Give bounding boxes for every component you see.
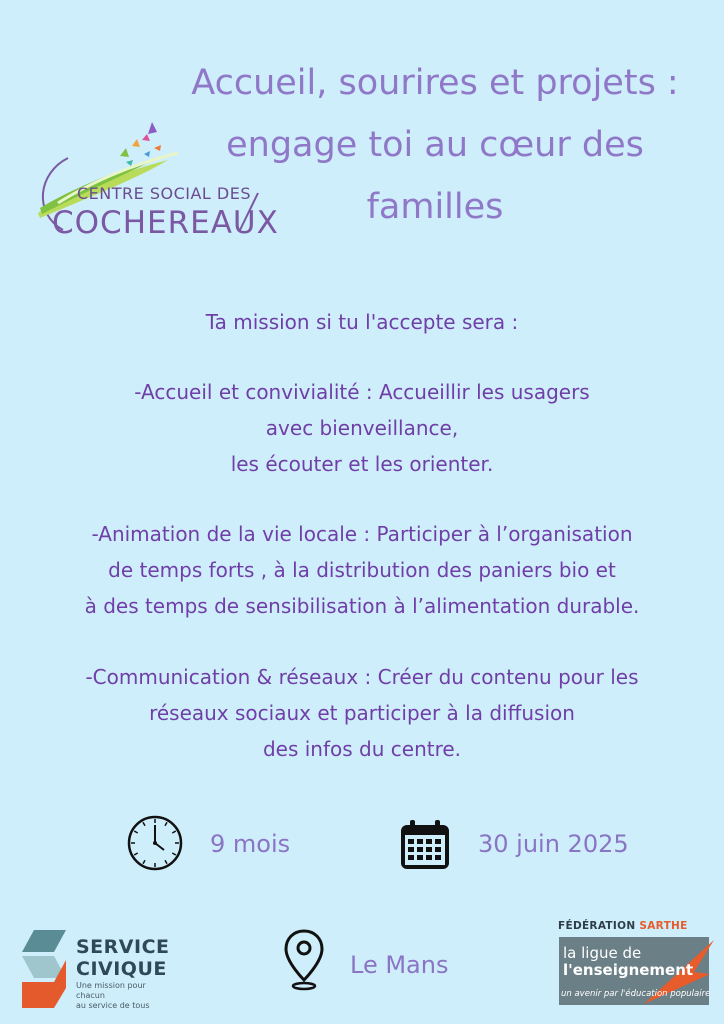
- ligue-tagline: un avenir par l'éducation populaire: [561, 989, 711, 999]
- mission-item-animation: [30, 516, 694, 624]
- calendar-icon: [398, 818, 452, 872]
- mission-item-accueil: [30, 374, 694, 482]
- service-civique-title: [76, 936, 170, 980]
- logo-text-main: COCHEREAUX: [52, 205, 279, 241]
- mission-item-line: à des temps de sensibilisation à l’alimentation durable.: [84, 594, 640, 618]
- mission-item-line: réseaux sociaux et participer à la diffusion: [149, 701, 575, 725]
- mission-item-line: des infos du centre.: [262, 737, 462, 761]
- page-title: [170, 52, 700, 238]
- service-civique-line1: SERVICE: [76, 936, 170, 958]
- map-pin-icon: [283, 928, 325, 992]
- ligue-federation-word: FÉDÉRATION: [558, 920, 636, 932]
- date-text: 30 juin 2025: [478, 830, 629, 858]
- clock-icon: [126, 814, 184, 872]
- duration-text: 9 mois: [210, 830, 291, 858]
- service-civique-logo-icon: [20, 930, 72, 1010]
- mission-item-line: avec bienveillance,: [265, 416, 459, 440]
- ligue-federation-label: [558, 920, 688, 932]
- mission-item-line: les écouter et les orienter.: [230, 452, 494, 476]
- mission-item-line: -Animation de la vie locale : Participer à l’organisation: [91, 522, 633, 546]
- logo-text-top: CENTRE SOCIAL DES: [77, 184, 252, 203]
- title-line-3: familles: [366, 187, 504, 227]
- ligue-department: SARTHE: [639, 920, 688, 932]
- mission-intro-text: Ta mission si tu l'accepte sera :: [205, 310, 519, 334]
- title-line-2: engage toi au cœur des: [226, 125, 644, 165]
- service-civique-line2: CIVIQUE: [76, 958, 167, 980]
- location-text: Le Mans: [350, 951, 449, 979]
- mission-item-line: -Accueil et convivialité : Accueillir les usagers: [134, 380, 590, 404]
- mission-intro: [30, 304, 694, 340]
- service-civique-tagline-line1: Une mission pour chacun: [76, 981, 146, 1000]
- mission-item-line: de temps forts , à la distribution des paniers bio et: [108, 558, 616, 582]
- title-line-1: Accueil, sourires et projets :: [191, 63, 679, 103]
- ligue-line2: l'enseignement: [563, 961, 694, 979]
- mission-item-communication: [30, 659, 694, 767]
- mission-item-line: -Communication & réseaux : Créer du contenu pour les: [85, 665, 639, 689]
- ligue-line1: la ligue de: [563, 944, 642, 962]
- service-civique-tagline-line2: au service de tous: [76, 1001, 150, 1010]
- service-civique-tagline: [76, 981, 176, 1011]
